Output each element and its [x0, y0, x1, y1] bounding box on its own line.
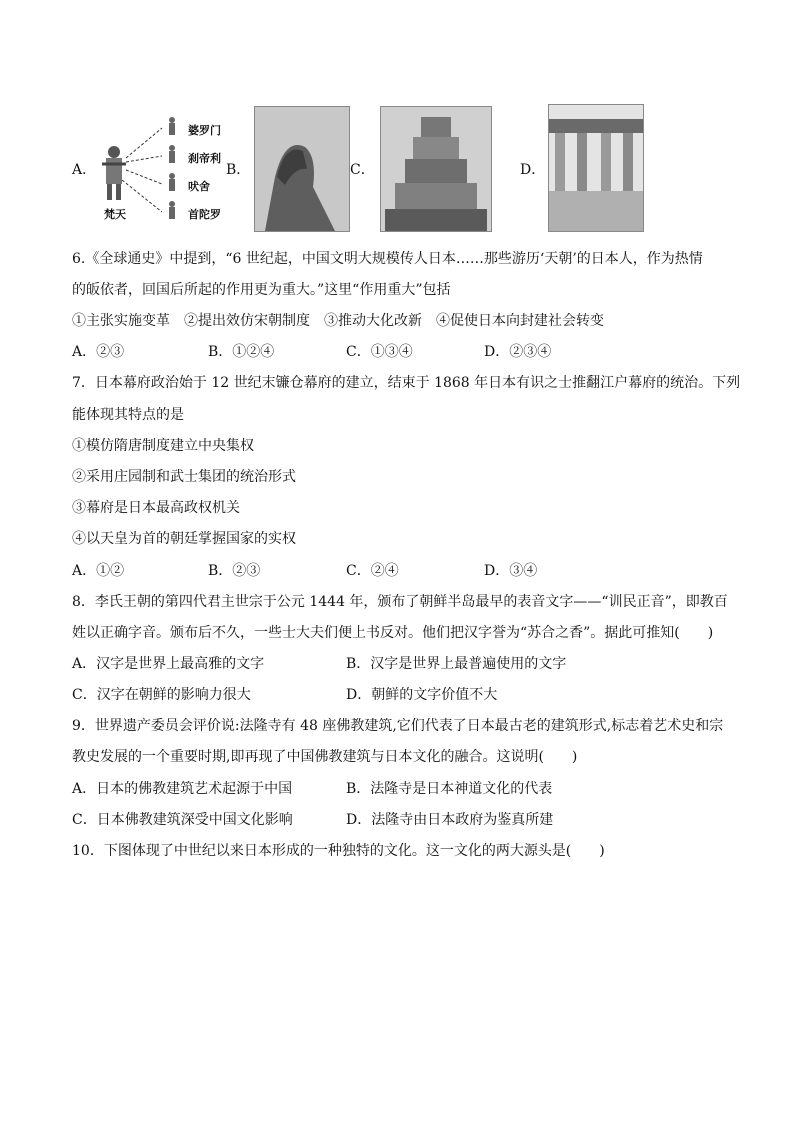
q7-statement-4: ④以天皇为首的朝廷掌握国家的实权: [72, 531, 296, 547]
q9-option-b[interactable]: B．法隆寺是日本神道文化的代表: [346, 781, 553, 797]
caryatids-icon: [549, 105, 643, 231]
caste-label-brahma: 梵天: [104, 208, 126, 221]
caste-label-shudra: 首陀罗: [188, 208, 221, 221]
q8-option-c[interactable]: C．汉字在朝鲜的影响力很大: [72, 687, 251, 703]
q9-option-c[interactable]: C．日本佛教建筑深受中国文化影响: [72, 812, 293, 828]
q6-stem-line1: 6.《全球通史》中提到，“6 世纪起，中国文明大规模传人日本……那些游历‘天朝’的日本人，作为热情: [72, 251, 703, 267]
q7-option-c[interactable]: C．②④: [346, 563, 399, 579]
q7-option-a[interactable]: A．①②: [72, 563, 125, 579]
caste-label-vaishya: 吠舍: [188, 180, 210, 193]
sphinx-image: [254, 106, 350, 232]
tower-of-babel-image: [380, 106, 492, 232]
brahma-figure-icon: [102, 146, 126, 200]
q9-option-a[interactable]: A．日本的佛教建筑艺术起源于中国: [72, 781, 293, 797]
q8-option-d[interactable]: D．朝鲜的文字价值不大: [346, 687, 498, 703]
q6-statements: ①主张实施变革 ②提出效仿宋朝制度 ③推动大化改新 ④促使日本向封建社会转变: [72, 313, 604, 329]
q6-option-b[interactable]: B．①②④: [208, 344, 275, 360]
caste-diagram-image: [92, 108, 242, 226]
q8-stem-line1: 8．李氏王朝的第四代君主世宗于公元 1444 年，颁布了朝鲜半岛最早的表音文字——“训民正音”，即教百: [72, 594, 728, 610]
q5-option-a-label: A．: [72, 162, 97, 178]
q6-stem-line2: 的皈依者，回国后所起的作用更为重大。”这里“作用重大”包括: [72, 282, 451, 298]
q6-option-a[interactable]: A．②③: [72, 344, 125, 360]
q8-option-b[interactable]: B．汉字是世界上最普遍使用的文字: [346, 656, 567, 672]
q10-stem: 10．下图体现了中世纪以来日本形成的一种独特的文化。这一文化的两大源头是( ): [72, 843, 605, 859]
sphinx-icon: [255, 107, 349, 231]
q6-option-d[interactable]: D．②③④: [484, 344, 552, 360]
q7-statement-1: ①模仿隋唐制度建立中央集权: [72, 438, 254, 454]
q9-option-d[interactable]: D．法隆寺由日本政府为鉴真所建: [346, 812, 554, 828]
q7-option-b[interactable]: B．②③: [208, 563, 261, 579]
q7-statement-2: ②采用庄园制和武士集团的统治形式: [72, 469, 296, 485]
q8-stem-line2: 姓以正确字音。颁布后不久，一些士大夫们便上书反对。他们把汉字誉为“苏合之香”。据此可推知( ): [72, 625, 714, 641]
q7-option-d[interactable]: D．③④: [484, 563, 538, 579]
q9-stem-line2: 教史发展的一个重要时期,即再现了中国佛教建筑与日本文化的融合。这说明( ): [72, 749, 578, 765]
tower-of-babel-icon: [381, 107, 491, 231]
q8-option-a[interactable]: A．汉字是世界上最高雅的文字: [72, 656, 265, 672]
q5-option-d-label: D．: [520, 162, 546, 178]
q5-option-c-label: C．: [350, 162, 375, 178]
caryatids-image: [548, 104, 644, 232]
q7-stem-line2: 能体现其特点的是: [72, 407, 184, 423]
q9-stem-line1: 9．世界遗产委员会评价说:法隆寺有 48 座佛教建筑,它们代表了日本最古老的建筑形式,标志着艺术史和宗: [72, 718, 724, 734]
caste-label-kshatriya: 刹帝利: [188, 152, 221, 165]
q5-option-b-label: B．: [226, 162, 251, 178]
q6-option-c[interactable]: C．①③④: [346, 344, 413, 360]
caste-label-brahmin: 婆罗门: [188, 124, 221, 137]
q7-statement-3: ③幕府是日本最高政权机关: [72, 500, 240, 516]
q7-stem-line1: 7．日本幕府政治始于 12 世纪末镰仓幕府的建立，结束于 1868 年日本有识之士推翻江户幕府的统治。下列: [72, 375, 741, 391]
